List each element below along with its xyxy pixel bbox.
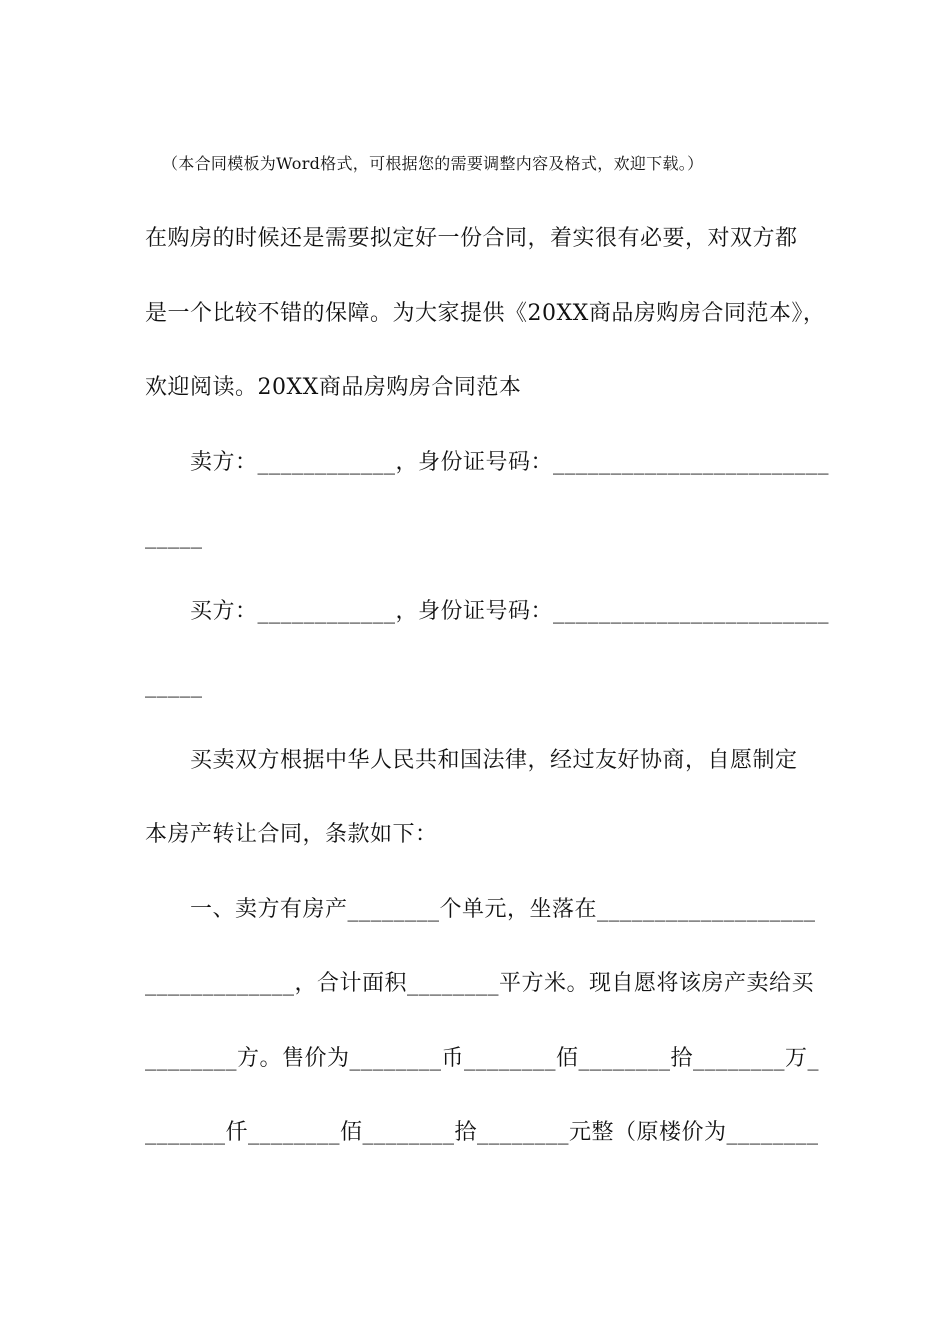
buyer-line-continuation: _____ [145, 673, 203, 698]
template-note: （本合同模板为Word格式，可根据您的需要调整内容及格式，欢迎下载。） [162, 154, 704, 173]
clause-1-line-1: 一、卖方有房产________个单元，坐落在___________________ [190, 897, 816, 922]
seller-line: 卖方：____________，身份证号码：________________________ [190, 450, 830, 475]
clause-1-line-2: _____________，合计面积________平方米。现自愿将该房产卖给买 [145, 971, 815, 996]
agreement-paragraph-line-2: 本房产转让合同，条款如下： [145, 822, 438, 847]
intro-line-2: 是一个比较不错的保障。为大家提供《20XX商品房购房合同范本》， [145, 301, 826, 326]
clause-1-line-3: ________方。售价为________币________佰________拾________万_ [145, 1046, 820, 1071]
intro-line-1: 在购房的时候还是需要拟定好一份合同，着实很有必要，对双方都 [145, 226, 798, 251]
clause-1-line-4: _______仟________佰________拾________元整（原楼价为________ [145, 1120, 819, 1145]
seller-line-continuation: _____ [145, 524, 203, 549]
agreement-paragraph-line-1: 买卖双方根据中华人民共和国法律，经过友好协商，自愿制定 [190, 748, 798, 773]
intro-line-3: 欢迎阅读。20XX商品房购房合同范本 [145, 375, 522, 400]
buyer-line: 买方：____________，身份证号码：________________________ [190, 599, 830, 624]
